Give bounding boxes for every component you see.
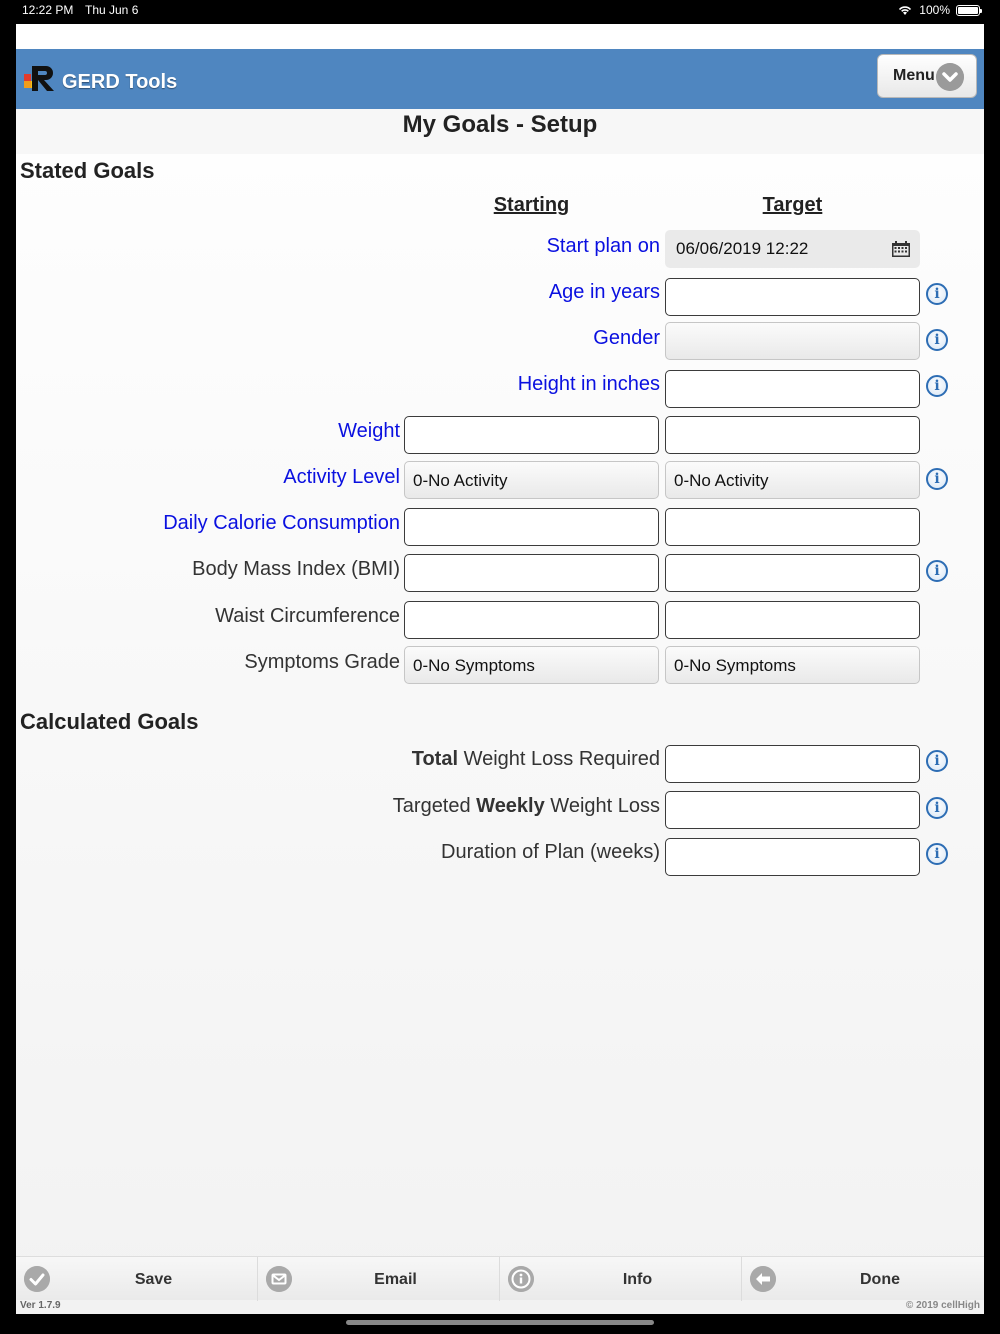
duration-label: Duration of Plan (weeks)	[441, 841, 660, 863]
info-circle-icon	[508, 1266, 534, 1292]
total-bold: Total	[411, 748, 459, 770]
date: Thu Jun 6	[85, 3, 139, 17]
height-input[interactable]	[665, 370, 920, 408]
done-button[interactable]	[742, 1257, 984, 1301]
checkmark-icon	[24, 1266, 50, 1292]
status-right	[897, 3, 980, 17]
total-weight-loss-info-icon[interactable]: i	[926, 750, 948, 772]
starting-column-header: Starting	[493, 194, 570, 216]
total-weight-loss-input[interactable]	[665, 745, 920, 783]
weekly-bold: Weekly	[476, 795, 545, 817]
battery-icon	[956, 5, 980, 16]
waist-label: Waist Circumference	[215, 605, 400, 627]
weekly-weight-loss-info-icon[interactable]: i	[926, 797, 948, 819]
wifi-icon	[897, 4, 913, 16]
symptoms-target-select[interactable]: 0-No Symptoms	[665, 646, 920, 684]
bottom-toolbar	[16, 1256, 984, 1300]
symptoms-label: Symptoms Grade	[244, 651, 400, 673]
activity-info-icon[interactable]: i	[926, 468, 948, 490]
arrow-left-icon	[750, 1266, 776, 1292]
age-input[interactable]	[665, 278, 920, 316]
total-rest: Weight Loss Required	[458, 748, 660, 770]
app-header	[16, 49, 984, 109]
activity-start-select[interactable]: 0-No Activity	[404, 461, 659, 499]
bmi-label: Body Mass Index (BMI)	[192, 558, 400, 580]
email-button[interactable]	[258, 1257, 500, 1301]
duration-info-icon[interactable]: i	[926, 843, 948, 865]
chevron-down-icon	[936, 63, 964, 91]
waist-start-input[interactable]	[404, 601, 659, 639]
weekly-weight-loss-label	[393, 795, 660, 818]
calculated-goals-heading: Calculated Goals	[20, 709, 199, 734]
version-text: Ver 1.7.9	[20, 1300, 61, 1311]
gender-select[interactable]	[665, 322, 920, 360]
start-plan-label[interactable]: Start plan on	[546, 235, 660, 257]
weight-label[interactable]: Weight	[338, 420, 400, 442]
stated-goals-heading: Stated Goals	[20, 158, 155, 183]
email-label: Email	[374, 1271, 417, 1288]
weight-target-input[interactable]	[665, 416, 920, 454]
bmi-target-input[interactable]	[665, 554, 920, 592]
weekly-weight-loss-input[interactable]	[665, 791, 920, 829]
calorie-target-input[interactable]	[665, 508, 920, 546]
home-indicator[interactable]	[346, 1320, 654, 1325]
calorie-label[interactable]: Daily Calorie Consumption	[163, 512, 400, 534]
done-label: Done	[860, 1271, 900, 1288]
activity-target-select[interactable]: 0-No Activity	[665, 461, 920, 499]
bmi-info-icon[interactable]: i	[926, 560, 948, 582]
gender-label[interactable]: Gender	[593, 327, 660, 349]
duration-input[interactable]	[665, 838, 920, 876]
age-label[interactable]: Age in years	[548, 281, 660, 303]
weekly-pre: Targeted	[392, 795, 477, 817]
menu-button[interactable]	[877, 54, 977, 98]
weekly-post: Weight Loss	[544, 795, 660, 817]
calendar-icon[interactable]	[892, 241, 910, 257]
clock: 12:22 PM	[22, 3, 74, 17]
copyright-text: © 2019 cellHigh	[905, 1300, 980, 1311]
save-button[interactable]	[16, 1257, 258, 1301]
weight-start-input[interactable]	[404, 416, 659, 454]
start-plan-value: 06/06/2019 12:22	[676, 239, 809, 258]
top-strip	[16, 24, 984, 49]
envelope-icon	[266, 1266, 292, 1292]
total-weight-loss-label	[412, 748, 660, 771]
page-title: My Goals - Setup	[16, 109, 984, 154]
waist-target-input[interactable]	[665, 601, 920, 639]
target-column-header: Target	[762, 194, 823, 216]
calorie-start-input[interactable]	[404, 508, 659, 546]
save-label: Save	[134, 1271, 173, 1288]
app-title: GERD Tools	[62, 71, 178, 93]
activity-label[interactable]: Activity Level	[283, 466, 400, 488]
info-label: Info	[622, 1271, 653, 1288]
gender-info-icon[interactable]: i	[926, 329, 948, 351]
app-logo-icon	[24, 64, 56, 92]
height-label[interactable]: Height in inches	[517, 373, 660, 395]
start-plan-date-field[interactable]	[665, 230, 920, 268]
app-screen	[16, 24, 984, 1314]
symptoms-start-select[interactable]: 0-No Symptoms	[404, 646, 659, 684]
status-bar	[0, 0, 1000, 24]
battery-percent: 100%	[919, 3, 950, 17]
height-info-icon[interactable]: i	[926, 375, 948, 397]
info-button[interactable]	[500, 1257, 742, 1301]
menu-label: Menu	[893, 67, 935, 84]
bmi-start-input[interactable]	[404, 554, 659, 592]
age-info-icon[interactable]: i	[926, 283, 948, 305]
